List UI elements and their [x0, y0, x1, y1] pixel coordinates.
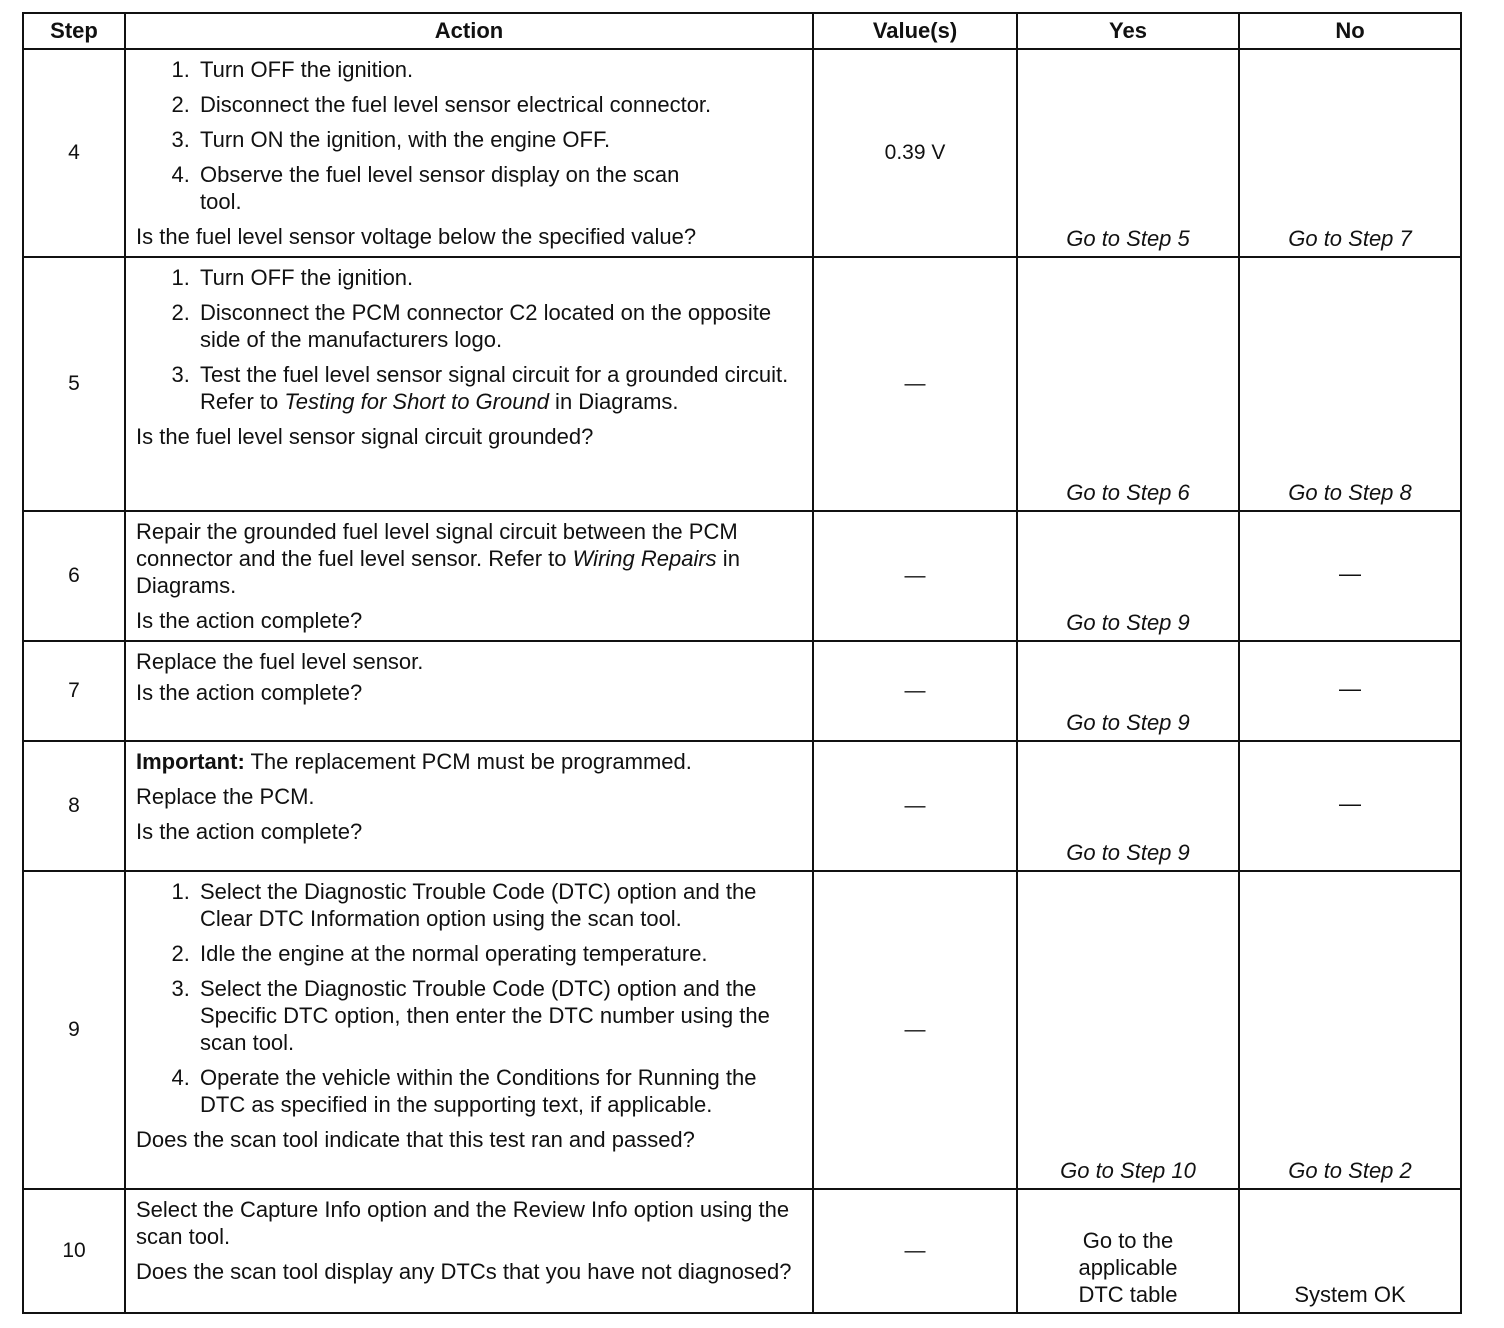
header-action: Action — [125, 13, 813, 49]
reference-link-text: Testing for Short to Ground — [284, 389, 549, 414]
action-text: Replace the PCM. — [136, 784, 315, 809]
step-number: 9 — [23, 871, 125, 1189]
action-cell — [125, 741, 813, 871]
action-cell — [125, 49, 813, 257]
step-number: 10 — [23, 1189, 125, 1313]
yes-cell: Go to Step 9 — [1017, 511, 1239, 641]
step-number: 8 — [23, 741, 125, 871]
value-cell: — — [813, 1189, 1017, 1313]
action-cell — [125, 511, 813, 641]
value-cell: — — [813, 741, 1017, 871]
item-text: in Diagrams. — [136, 546, 740, 598]
no-cell: Go to Step 7 — [1239, 49, 1461, 257]
item-text: Repair the grounded fuel level signal circuit between the PCM connector and the fuel level sensor. Refer to — [136, 519, 738, 571]
yes-cell: Go to Step 5 — [1017, 49, 1239, 257]
list-item: 3. Select the Diagnostic Trouble Code (DTC) option and the Specific DTC option, then enter the DTC number using the scan tool. — [196, 975, 804, 1056]
value-cell: — — [813, 641, 1017, 741]
action-question: Does the scan tool indicate that this test ran and passed? — [136, 1127, 695, 1152]
table-row-step-10 — [23, 1189, 1461, 1313]
important-label: Important: — [136, 749, 245, 774]
reference-link-text: Wiring Repairs — [572, 546, 717, 571]
list-item: 2. Disconnect the fuel level sensor electrical connector. — [196, 91, 804, 118]
list-item: 1. Turn OFF the ignition. — [196, 264, 804, 291]
step-number: 7 — [23, 641, 125, 741]
action-question: Is the action complete? — [136, 819, 363, 844]
yes-cell — [1017, 1189, 1239, 1313]
action-cell — [125, 641, 813, 741]
action-question: Is the action complete? — [136, 680, 363, 705]
value-cell: — — [813, 871, 1017, 1189]
yes-cell-text: Go to the applicable DTC table — [1078, 1228, 1178, 1307]
list-item: 4. Operate the vehicle within the Conditions for Running the DTC as specified in the supporting text, if applicable. — [196, 1064, 804, 1118]
no-cell: Go to Step 2 — [1239, 871, 1461, 1189]
header-step: Step — [23, 13, 125, 49]
item-text: in Diagrams. — [548, 389, 679, 414]
action-text: Replace the fuel level sensor. — [136, 649, 424, 674]
no-cell: — — [1239, 641, 1461, 741]
header-values: Value(s) — [813, 13, 1017, 49]
list-item: 1. Select the Diagnostic Trouble Code (DTC) option and the Clear DTC Information option using the scan tool. — [196, 878, 804, 932]
list-item: 1. Turn OFF the ignition. — [196, 56, 804, 83]
value-cell: 0.39 V — [813, 49, 1017, 257]
header-no: No — [1239, 13, 1461, 49]
header-yes: Yes — [1017, 13, 1239, 49]
step-number: 6 — [23, 511, 125, 641]
action-text — [136, 518, 804, 599]
list-item: 2. Disconnect the PCM connector C2 located on the opposite side of the manufacturers logo. — [196, 299, 804, 353]
yes-cell: Go to Step 9 — [1017, 741, 1239, 871]
important-text: The replacement PCM must be programmed. — [244, 749, 692, 774]
item-text: Test the fuel level sensor signal circuit for a grounded circuit. Refer to — [200, 362, 789, 414]
action-question: Is the action complete? — [136, 608, 363, 633]
action-list — [136, 264, 804, 415]
important-note — [136, 748, 804, 775]
diagnostic-table — [22, 12, 1462, 1314]
action-text: Select the Capture Info option and the Review Info option using the scan tool. — [136, 1197, 790, 1249]
action-question: Does the scan tool display any DTCs that you have not diagnosed? — [136, 1259, 792, 1284]
header-row — [23, 13, 1461, 49]
list-item: 3. Turn ON the ignition, with the engine OFF. — [196, 126, 804, 153]
action-cell — [125, 1189, 813, 1313]
yes-cell: Go to Step 6 — [1017, 257, 1239, 511]
action-question: Is the fuel level sensor signal circuit grounded? — [136, 424, 594, 449]
step-number: 4 — [23, 49, 125, 257]
table-row-step-8 — [23, 741, 1461, 871]
list-item — [196, 361, 804, 415]
table-row-step-4 — [23, 49, 1461, 257]
list-item: 2. Idle the engine at the normal operating temperature. — [196, 940, 804, 967]
value-cell: — — [813, 257, 1017, 511]
table-row-step-7 — [23, 641, 1461, 741]
action-list — [136, 56, 804, 215]
list-item: 4. Observe the fuel level sensor display on the scan tool. — [196, 161, 804, 215]
table-row-step-5 — [23, 257, 1461, 511]
action-cell — [125, 257, 813, 511]
no-cell: Go to Step 8 — [1239, 257, 1461, 511]
action-question: Is the fuel level sensor voltage below the specified value? — [136, 224, 697, 249]
table-row-step-9 — [23, 871, 1461, 1189]
value-cell: — — [813, 511, 1017, 641]
no-cell: — — [1239, 741, 1461, 871]
action-list — [136, 878, 804, 1118]
no-cell: System OK — [1239, 1189, 1461, 1313]
yes-cell: Go to Step 10 — [1017, 871, 1239, 1189]
yes-cell: Go to Step 9 — [1017, 641, 1239, 741]
no-cell: — — [1239, 511, 1461, 641]
step-number: 5 — [23, 257, 125, 511]
table-row-step-6 — [23, 511, 1461, 641]
action-cell — [125, 871, 813, 1189]
